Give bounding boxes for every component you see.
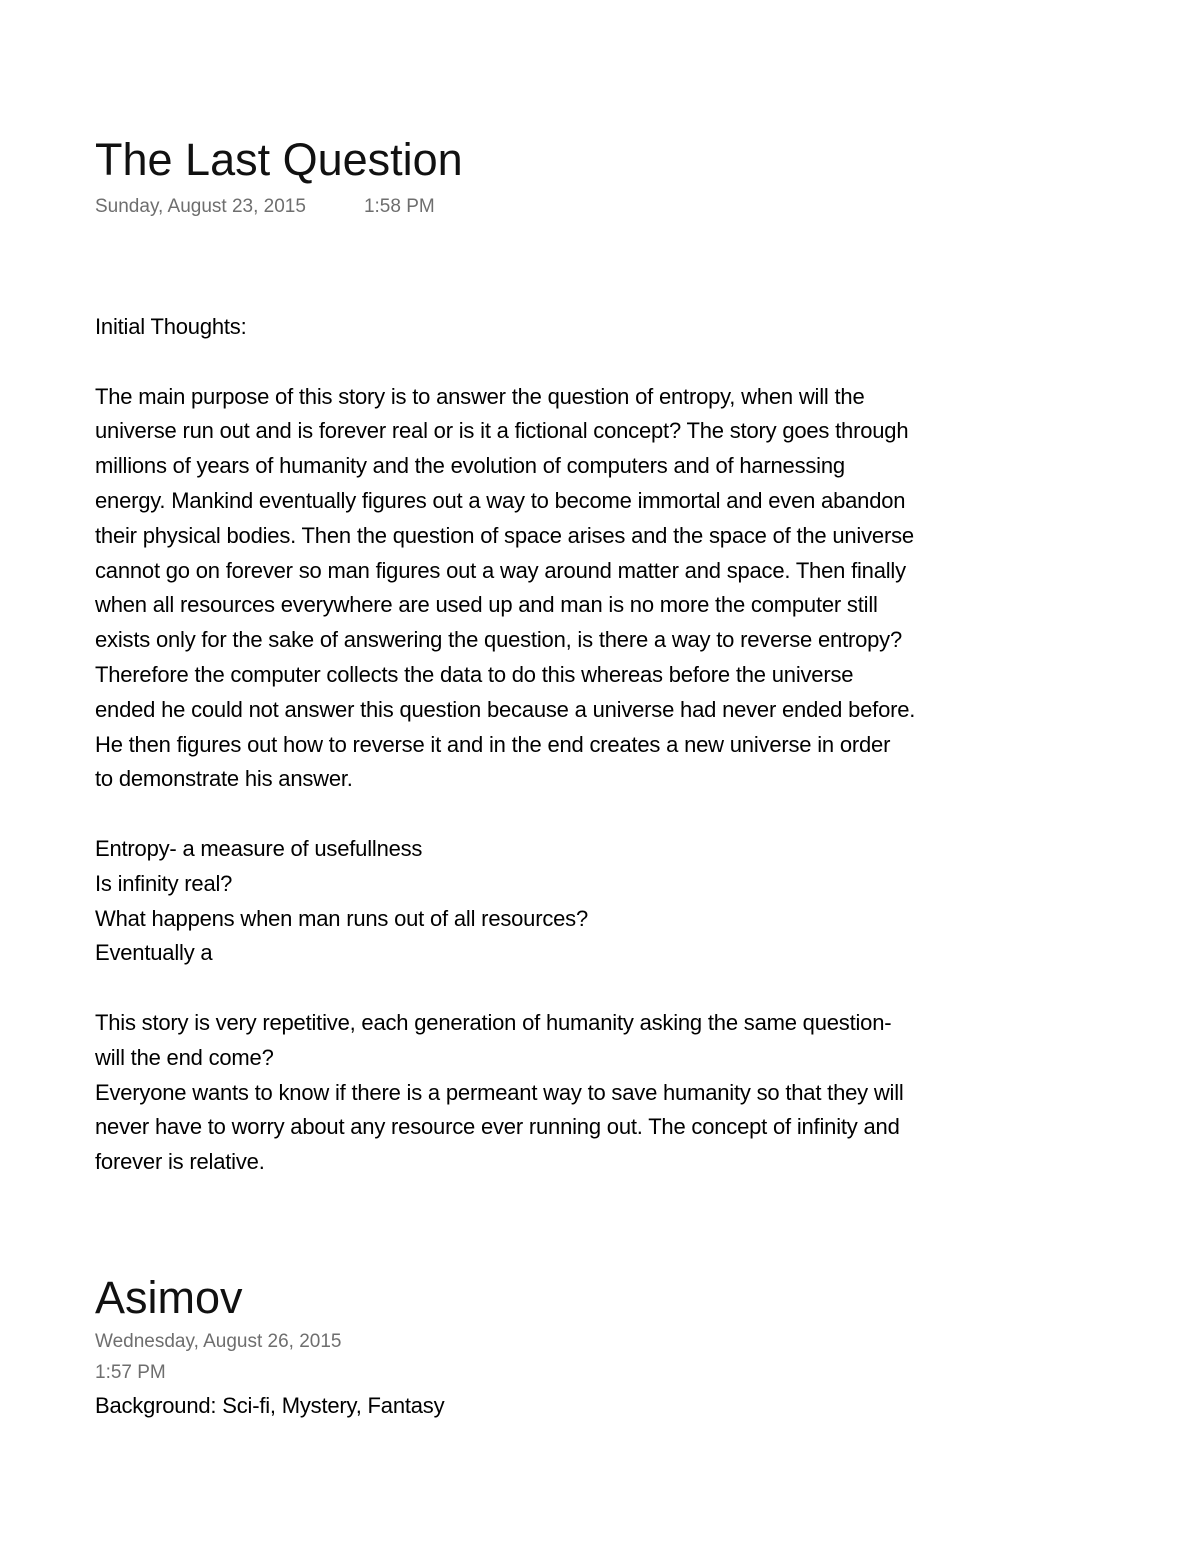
note-asimov: [95, 1270, 1125, 1424]
note-time: 1:58 PM: [363, 196, 435, 217]
note-time: 1:57 PM: [95, 1362, 166, 1383]
list-item: Is infinity real?: [95, 870, 233, 896]
page-title: The Last Question: [95, 134, 463, 185]
text-line: energy. Mankind eventually figures out a way to become immortal and even abandon: [95, 487, 906, 513]
list-item: Entropy- a measure of usefullness: [95, 835, 423, 861]
spacer: [95, 971, 1125, 1006]
reflection-paragraph: [95, 1006, 1125, 1180]
spacer: [95, 222, 1125, 310]
section-heading: Initial Thoughts:: [95, 314, 247, 339]
spacer: [95, 797, 1125, 832]
text-line: He then figures out how to reverse it and in the end creates a new universe in order: [95, 731, 891, 757]
note-date: Sunday, August 23, 2015: [95, 196, 306, 217]
text-line: Everyone wants to know if there is a permeant way to save humanity so that they will: [95, 1079, 904, 1105]
summary-paragraph: [95, 380, 1125, 798]
text-line: exists only for the sake of answering the question, is there a way to reverse entropy?: [95, 627, 903, 653]
list-item: What happens when man runs out of all resources?: [95, 905, 589, 931]
page-title: Asimov: [95, 1272, 243, 1323]
text-line: This story is very repetitive, each generation of humanity asking the same question-: [95, 1009, 892, 1035]
text-line: universe run out and is forever real or is it a fictional concept? The story goes through: [95, 418, 909, 444]
text-line: never have to worry about any resource ever running out. The concept of infinity and: [95, 1114, 900, 1140]
text-line: millions of years of humanity and the evolution of computers and of harnessing: [95, 453, 845, 479]
list-item: Eventually a: [95, 940, 213, 966]
text-line: their physical bodies. Then the question of space arises and the space of the universe: [95, 522, 914, 548]
text-line: to demonstrate his answer.: [95, 766, 353, 792]
note-the-last-question: [95, 128, 1125, 1180]
text-line: The main purpose of this story is to answer the question of entropy, when will the: [95, 383, 865, 409]
note-date: Wednesday, August 26, 2015: [95, 1331, 342, 1352]
text-line: Background: Sci-fi, Mystery, Fantasy: [95, 1393, 445, 1418]
text-line: ended he could not answer this question because a universe had never ended before.: [95, 696, 916, 722]
text-line: cannot go on forever so man figures out a way around matter and space. Then finally: [95, 557, 906, 583]
text-line: forever is relative.: [95, 1149, 265, 1175]
notes-list: [95, 832, 1125, 971]
text-line: when all resources everywhere are used up and man is no more the computer still: [95, 592, 878, 618]
spacer: [95, 345, 1125, 380]
text-line: will the end come?: [95, 1044, 274, 1070]
text-line: Therefore the computer collects the data to do this whereas before the universe: [95, 661, 854, 687]
note-timestamp: [95, 192, 1125, 222]
